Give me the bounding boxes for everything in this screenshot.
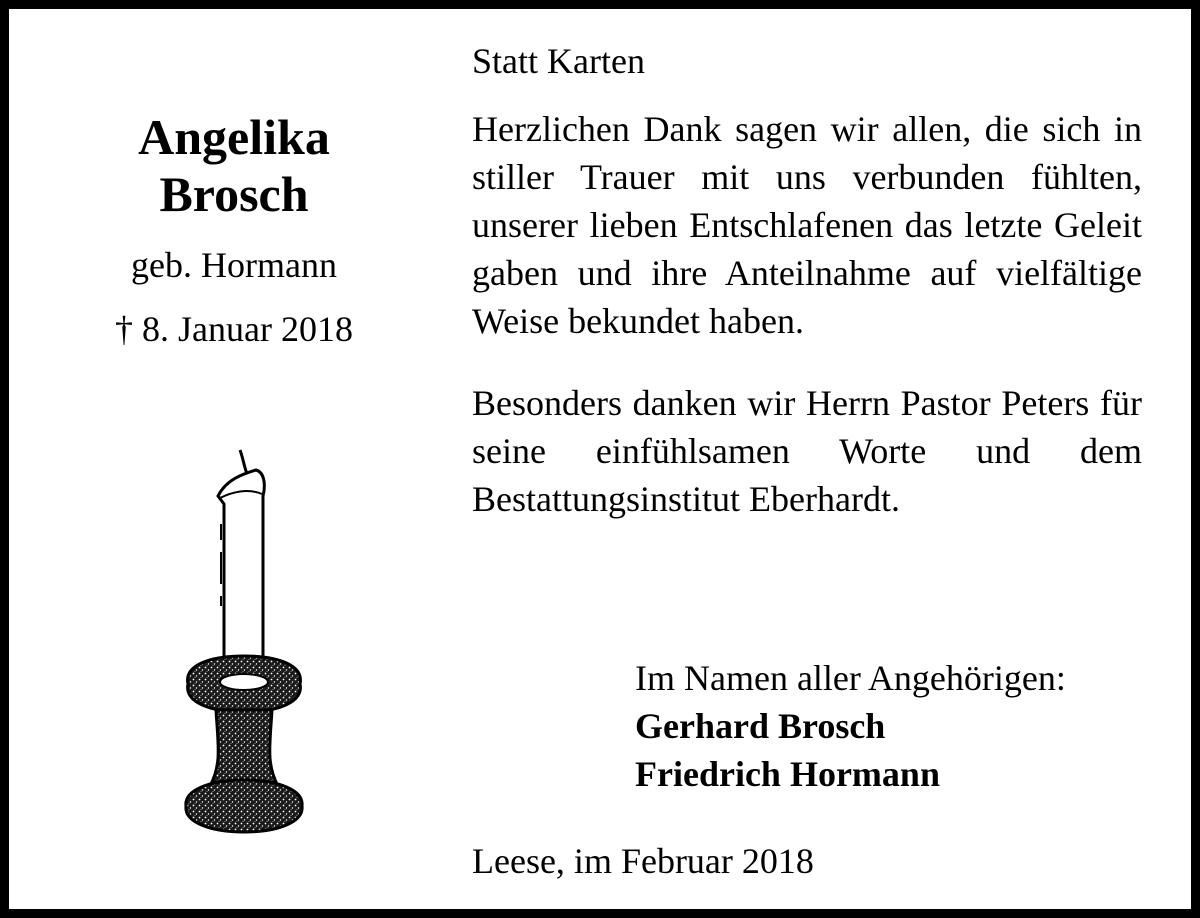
death-date: † 8. Januar 2018 [115,309,353,349]
maiden-name: geb. Hormann [131,245,337,285]
signoff-line: Im Namen aller Angehörigen: [635,658,1066,698]
thanks-paragraph: Herzlichen Dank sagen wir allen, die sich in stiller Trauer mit uns verbunden fühlten, unserer lieben Entschlafenen das letzte Geleit gaben und ihre Anteilnahme auf vielfältige Weise bekundet haben. [472,109,1142,341]
place-date: Leese, im Februar 2018 [472,841,814,881]
signer-name: Friedrich Hormann [635,754,940,794]
candle-icon [174,444,314,839]
deceased-info [49,109,419,349]
signer-name: Gerhard Brosch [635,706,886,746]
deceased-first-name: Angelika [138,109,330,165]
deceased-last-name: Brosch [159,166,309,222]
signoff-block [635,654,1066,798]
thanks-text [472,41,1142,523]
intro-line: Statt Karten [472,41,645,81]
special-thanks-paragraph: Besonders danken wir Herrn Pastor Peters für seine einfühlsamen Worte und dem Bestattungsinstitut Eberhardt. [472,383,1142,519]
